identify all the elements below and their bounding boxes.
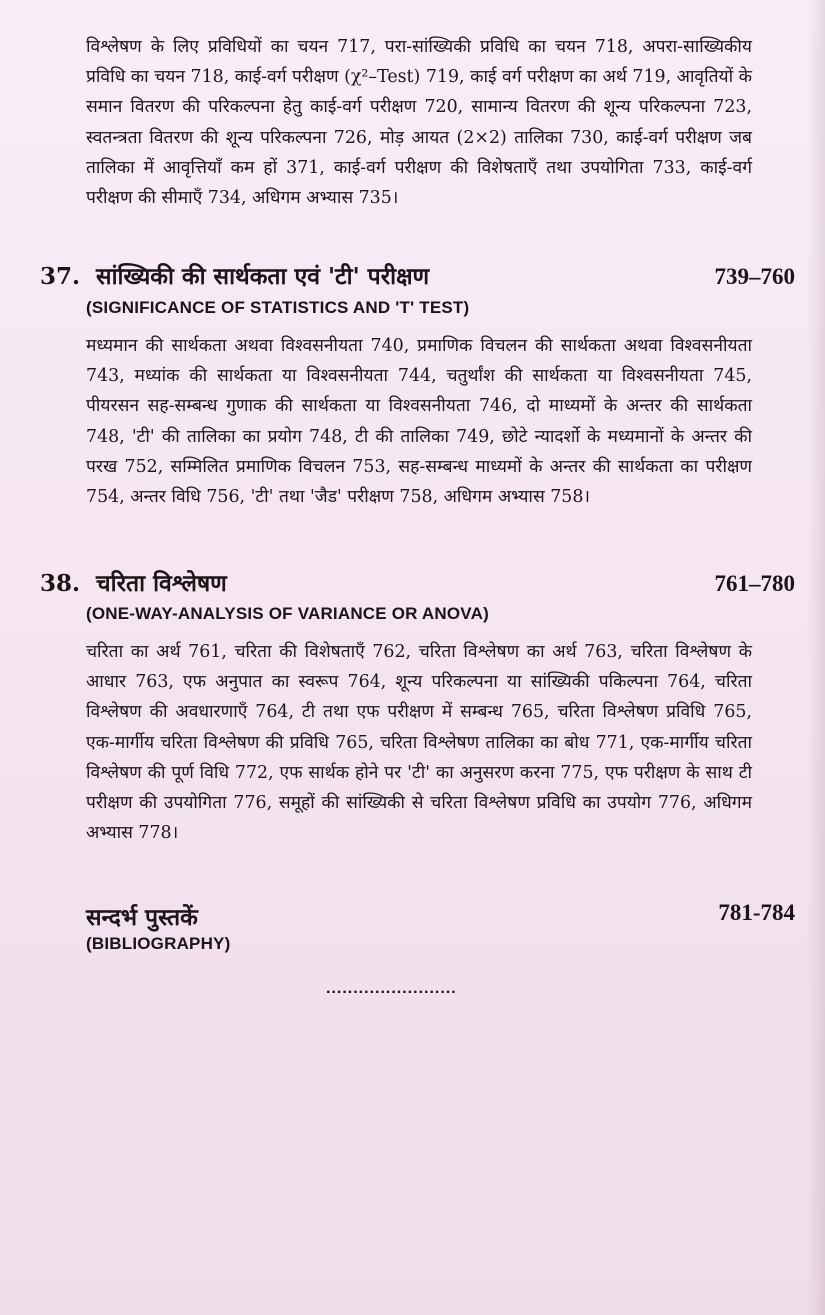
intro-paragraph: विश्लेषण के लिए प्रविधियों का चयन 717, परा-सांख्यिकी प्रविधि का चयन 718, अपरा-साख्यिकीय प्रविधि का चयन 718, काई-वर्ग परीक्षण (χ²–Test) 719, काई वर्ग परीक्षण का अर्थ 719, आवृतियों के समान वितरण की परिकल्पना हेतु काई-वर्ग परीक्षण 720, सामान्य वितरण की शून्य परिकल्पना 723, स्वतन्त्रता वितरण की शून्य परिकल्पना 726, मोड़ आयत (2×2) तालिका 730, काई-वर्ग परीक्षण जब तालिका में आवृत्तियाँ कम हों 371, काई-वर्ग परीक्षण की विशेषताएँ तथा उपयोगिता 733, काई-वर्ग परीक्षण की सीमाएँ 734, अधिगम अभ्यास 735। [86, 37, 752, 209]
chapter-38-contents: चरिता का अर्थ 761, चरिता की विशेषताएँ 762, चरिता विश्लेषण का अर्थ 763, चरिता विश्लेषण के आधार 763, एफ अनुपात का स्वरूप 764, शून्य परिकल्पना या सांख्यिकी पकिल्पना 764, चरिता विश्लेषण की अवधारणाएँ 764, टी तथा एफ परीक्षण में सम्बन्ध 765, चरिता विश्लेषण प्रविधि 765, एक-मार्गीय चरिता विश्लेषण की प्रविधि 765, चरिता विश्लेषण तालिका का बोध 771, एक-मार्गीय चरिता विश्लेषण की पूर्ण विधि 772, एफ सार्थक होने पर 'टी' का अनुसरण करना 775, एफ परीक्षण के साथ टी परीक्षण की उपयोगिता 776, समूहों की सांख्यिकी से चरिता विश्लेषण प्रविधि का उपयोग 776, अधिगम अभ्यास 778। [86, 642, 752, 844]
chapter-37-title-group [40, 259, 429, 291]
bibliography-subtitle: (BIBLIOGRAPHY) [86, 934, 231, 953]
page-edge-shadow [807, 0, 825, 1315]
chapter-38-title-group [40, 566, 227, 598]
chapter-37-title: सांख्यिकी की सार्थकता एवं 'टी' परीक्षण [96, 263, 430, 290]
end-dotted-separator: ........................ [326, 980, 457, 997]
chapter-38-number: 38. [40, 570, 81, 597]
chapter-37-contents: मध्यमान की सार्थकता अथवा विश्वसनीयता 740, प्रमाणिक विचलन की सार्थकता अथवा विश्वसनीयता 743, मध्यांक की सार्थकता या विश्वसनीयता 744, चतुर्थांश की सार्थकता या विश्वसनीयता 745, पीयरसन सह-सम्बन्ध गुणाक की सार्थकता या विश्वसनीयता 746, दो माध्यमों के अन्तर की सार्थकता 748, 'टी' की तालिका का प्रयोग 748, टी की तालिका 749, छोटे न्यादर्शो के मध्यमानों के अन्तर की परख 752, सम्मिलित प्रमाणिक विचलन 753, सह-सम्बन्ध माध्यमों के अन्तर की सार्थकता का परीक्षण 754, अन्तर विधि 756, 'टी' तथा 'जैड' परीक्षण 758, अधिगम अभ्यास 758। [86, 336, 752, 508]
bibliography-pages: 781-784 [718, 900, 795, 925]
chapter-38-pages: 761–780 [714, 571, 795, 596]
chapter-37-heading [40, 259, 795, 291]
chapter-38-title: चरिता विश्लेषण [96, 570, 227, 597]
chapter-38-subtitle: (ONE-WAY-ANALYSIS OF VARIANCE OR ANOVA) [86, 604, 489, 623]
chapter-37-number: 37. [40, 263, 81, 290]
chapter-37-pages: 739–760 [714, 264, 795, 289]
bibliography-title: सन्दर्भ पुस्तकें [86, 904, 198, 931]
chapter-38-heading [40, 566, 795, 598]
chapter-37-subtitle: (SIGNIFICANCE OF STATISTICS AND 'T' TEST) [86, 298, 470, 317]
